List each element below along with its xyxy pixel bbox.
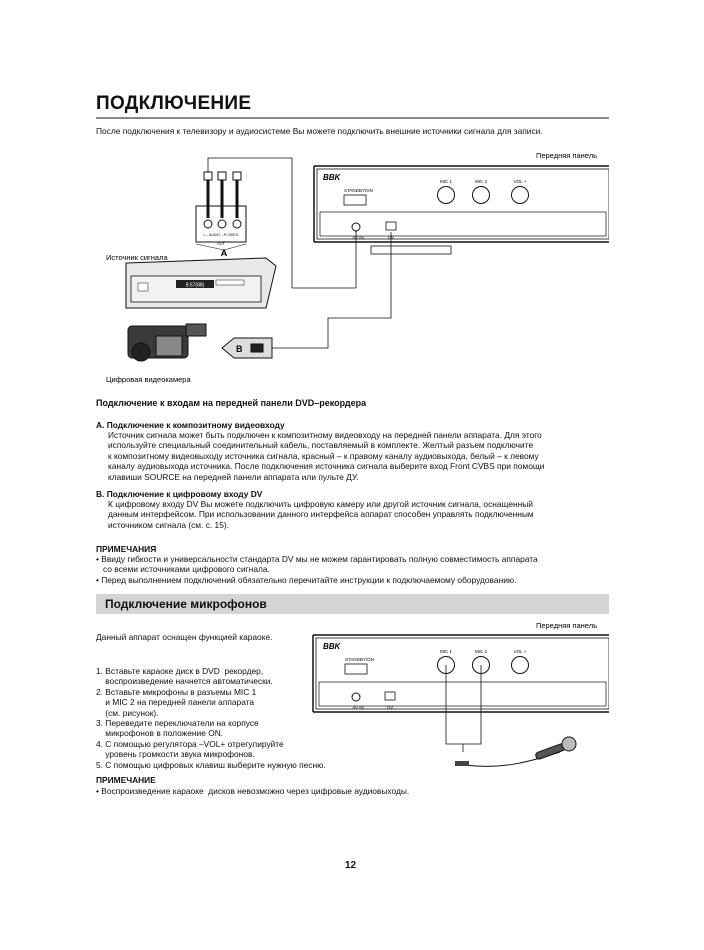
step-line: микрофонов в положение ON.: [96, 728, 224, 739]
step-line: уровень громкости звука микрофонов.: [96, 749, 255, 760]
page-title: ПОДКЛЮЧЕНИЕ: [96, 93, 252, 114]
source-device: [126, 258, 276, 308]
karaoke-note: • Воспроизведение караоке дисков невозможно через цифровые аудиовыходы.: [96, 786, 410, 796]
step-line: и MIC 2 на передней панели аппарата: [96, 697, 255, 708]
b-line: К цифровому входу DV Вы можете подключить цифровую камеру или другой источник сигнала, оснащенный: [108, 499, 533, 509]
av-in-label-2: AV IN: [352, 705, 364, 710]
b-paragraph: [96, 499, 534, 530]
karaoke-intro: Данный аппарат оснащен функцией караоке.: [96, 632, 273, 642]
a-paragraph: [96, 430, 544, 482]
microphone-image: [455, 737, 576, 766]
b-heading: B. Подключение к цифровому входу DV: [96, 489, 263, 499]
karaoke-steps: [96, 666, 326, 770]
dv-port-2: [385, 692, 395, 700]
mic1-label-1: MIC 1: [439, 179, 453, 184]
b-line: данным интерфейсом. При использовании данного интерфейса аппарат способен управлять подключенным: [108, 509, 534, 520]
point-a-label: A: [220, 248, 228, 258]
recorder-front-panel-1: [314, 166, 609, 254]
source-label: Источник сигнала: [106, 253, 168, 262]
front-panel-label-1: Передняя панель: [535, 151, 597, 160]
vol-knob-2: [512, 657, 529, 674]
note-line: • Ввиду гибкости и универсальности стандарта DV мы не можем гарантировать полную совместимость аппарата: [96, 554, 538, 564]
mic2-label-2: MIC 2: [474, 649, 488, 654]
standby-button-2: [345, 664, 367, 674]
a-heading: A. Подключение к композитному видеовходу: [96, 420, 285, 430]
av-in-jack-2: [352, 693, 360, 701]
a-line: используйте специальный соединительный кабель, поставляемый в комплекте. Желтый разъем подключите: [108, 440, 534, 451]
mic1-label-2: MIC 1: [439, 649, 453, 654]
vol-label-2: VOL +: [513, 649, 527, 654]
notes-heading: ПРИМЕЧАНИЯ: [96, 544, 157, 554]
camcorder-label: Цифровая видеокамера: [106, 375, 191, 384]
camcorder-image: [128, 324, 206, 361]
av-in-jack-1: [352, 223, 360, 231]
step-line: 4. С помощью регулятора –VOL+ отрегулируйте: [96, 738, 284, 749]
jacks-out-label: OUT: [217, 242, 225, 246]
dv-port-1: [386, 222, 396, 230]
jacks-caption: L – AUDIO – R VIDEO: [203, 233, 239, 237]
vol-knob-1: [512, 187, 529, 204]
step-line: 3. Переведите переключатели на корпусе: [96, 718, 259, 729]
a-line: к композитному видеовыходу источника сигнала, красный – к правому каналу аудиовыхода, белый – к левому: [108, 450, 539, 461]
title-rule: [96, 117, 609, 119]
dv-label-1: DV: [387, 235, 395, 240]
step-line: воспроизведение начнется автоматически.: [96, 676, 273, 687]
intro-text: После подключения к телевизору и аудиосистеме Вы можете подключить внешние источники сигнала для записи.: [96, 126, 543, 136]
step-line: (см. рисунок).: [96, 707, 159, 718]
point-b-label: B: [236, 344, 243, 354]
page-number: 12: [345, 860, 357, 871]
step-line: 1. Вставьте караоке диск в DVD рекордер,: [96, 666, 264, 676]
note-line: со всеми источниками цифрового сигнала.: [96, 564, 270, 575]
section2-heading: Подключение микрофонов: [105, 597, 267, 611]
standby-button-1: [344, 195, 366, 205]
a-line: Источник сигнала может быть подключен к композитному видеовходу на передней панели аппарата. Для этого: [108, 430, 542, 440]
device-display: 8:57(88): [185, 282, 205, 289]
recorder-front-panel-2: [313, 635, 609, 712]
brand-logo-2: BBK: [323, 642, 341, 651]
mic2-knob-1: [473, 187, 490, 204]
note-line: • Перед выполнением подключений обязательно перечитайте инструкции к подключаемому оборудованию.: [96, 574, 517, 585]
standby-label-2: STANDBY/ON: [345, 657, 374, 662]
av-in-label-1: AV IN: [352, 235, 364, 240]
front-panel-label-2: Передняя панель: [535, 621, 597, 630]
section2-heading-bar: [96, 594, 609, 614]
a-line: клавиши SOURCE на передней панели аппарата или пульте ДУ.: [108, 471, 359, 482]
brand-logo-1: BBK: [323, 173, 341, 182]
dv-label-2: DV: [386, 705, 394, 710]
step-line: 5. С помощью цифровых клавиш выберите нужную песню.: [96, 759, 326, 770]
b-line: источником сигнала (см. с. 15).: [108, 519, 229, 530]
a-line: каналу аудиовыхода источника. После подключения источника сигнала выберите вход Front CVBS при помощи: [108, 461, 545, 472]
step-line: 2. Вставьте микрофоны в разъемы MIC 1: [96, 686, 257, 697]
connection-diagram: [96, 148, 609, 388]
mic1-knob-1: [438, 187, 455, 204]
section1-heading: Подключение к входам на передней панели DVD–рекордера: [96, 398, 367, 408]
vol-label-1: VOL +: [513, 179, 527, 184]
notes-list: [96, 554, 538, 585]
microphone-diagram: [305, 620, 609, 770]
standby-label-1: STANDBY/ON: [344, 188, 373, 193]
karaoke-note-heading: ПРИМЕЧАНИЕ: [96, 775, 156, 785]
mic2-label-1: MIC 2: [474, 179, 488, 184]
